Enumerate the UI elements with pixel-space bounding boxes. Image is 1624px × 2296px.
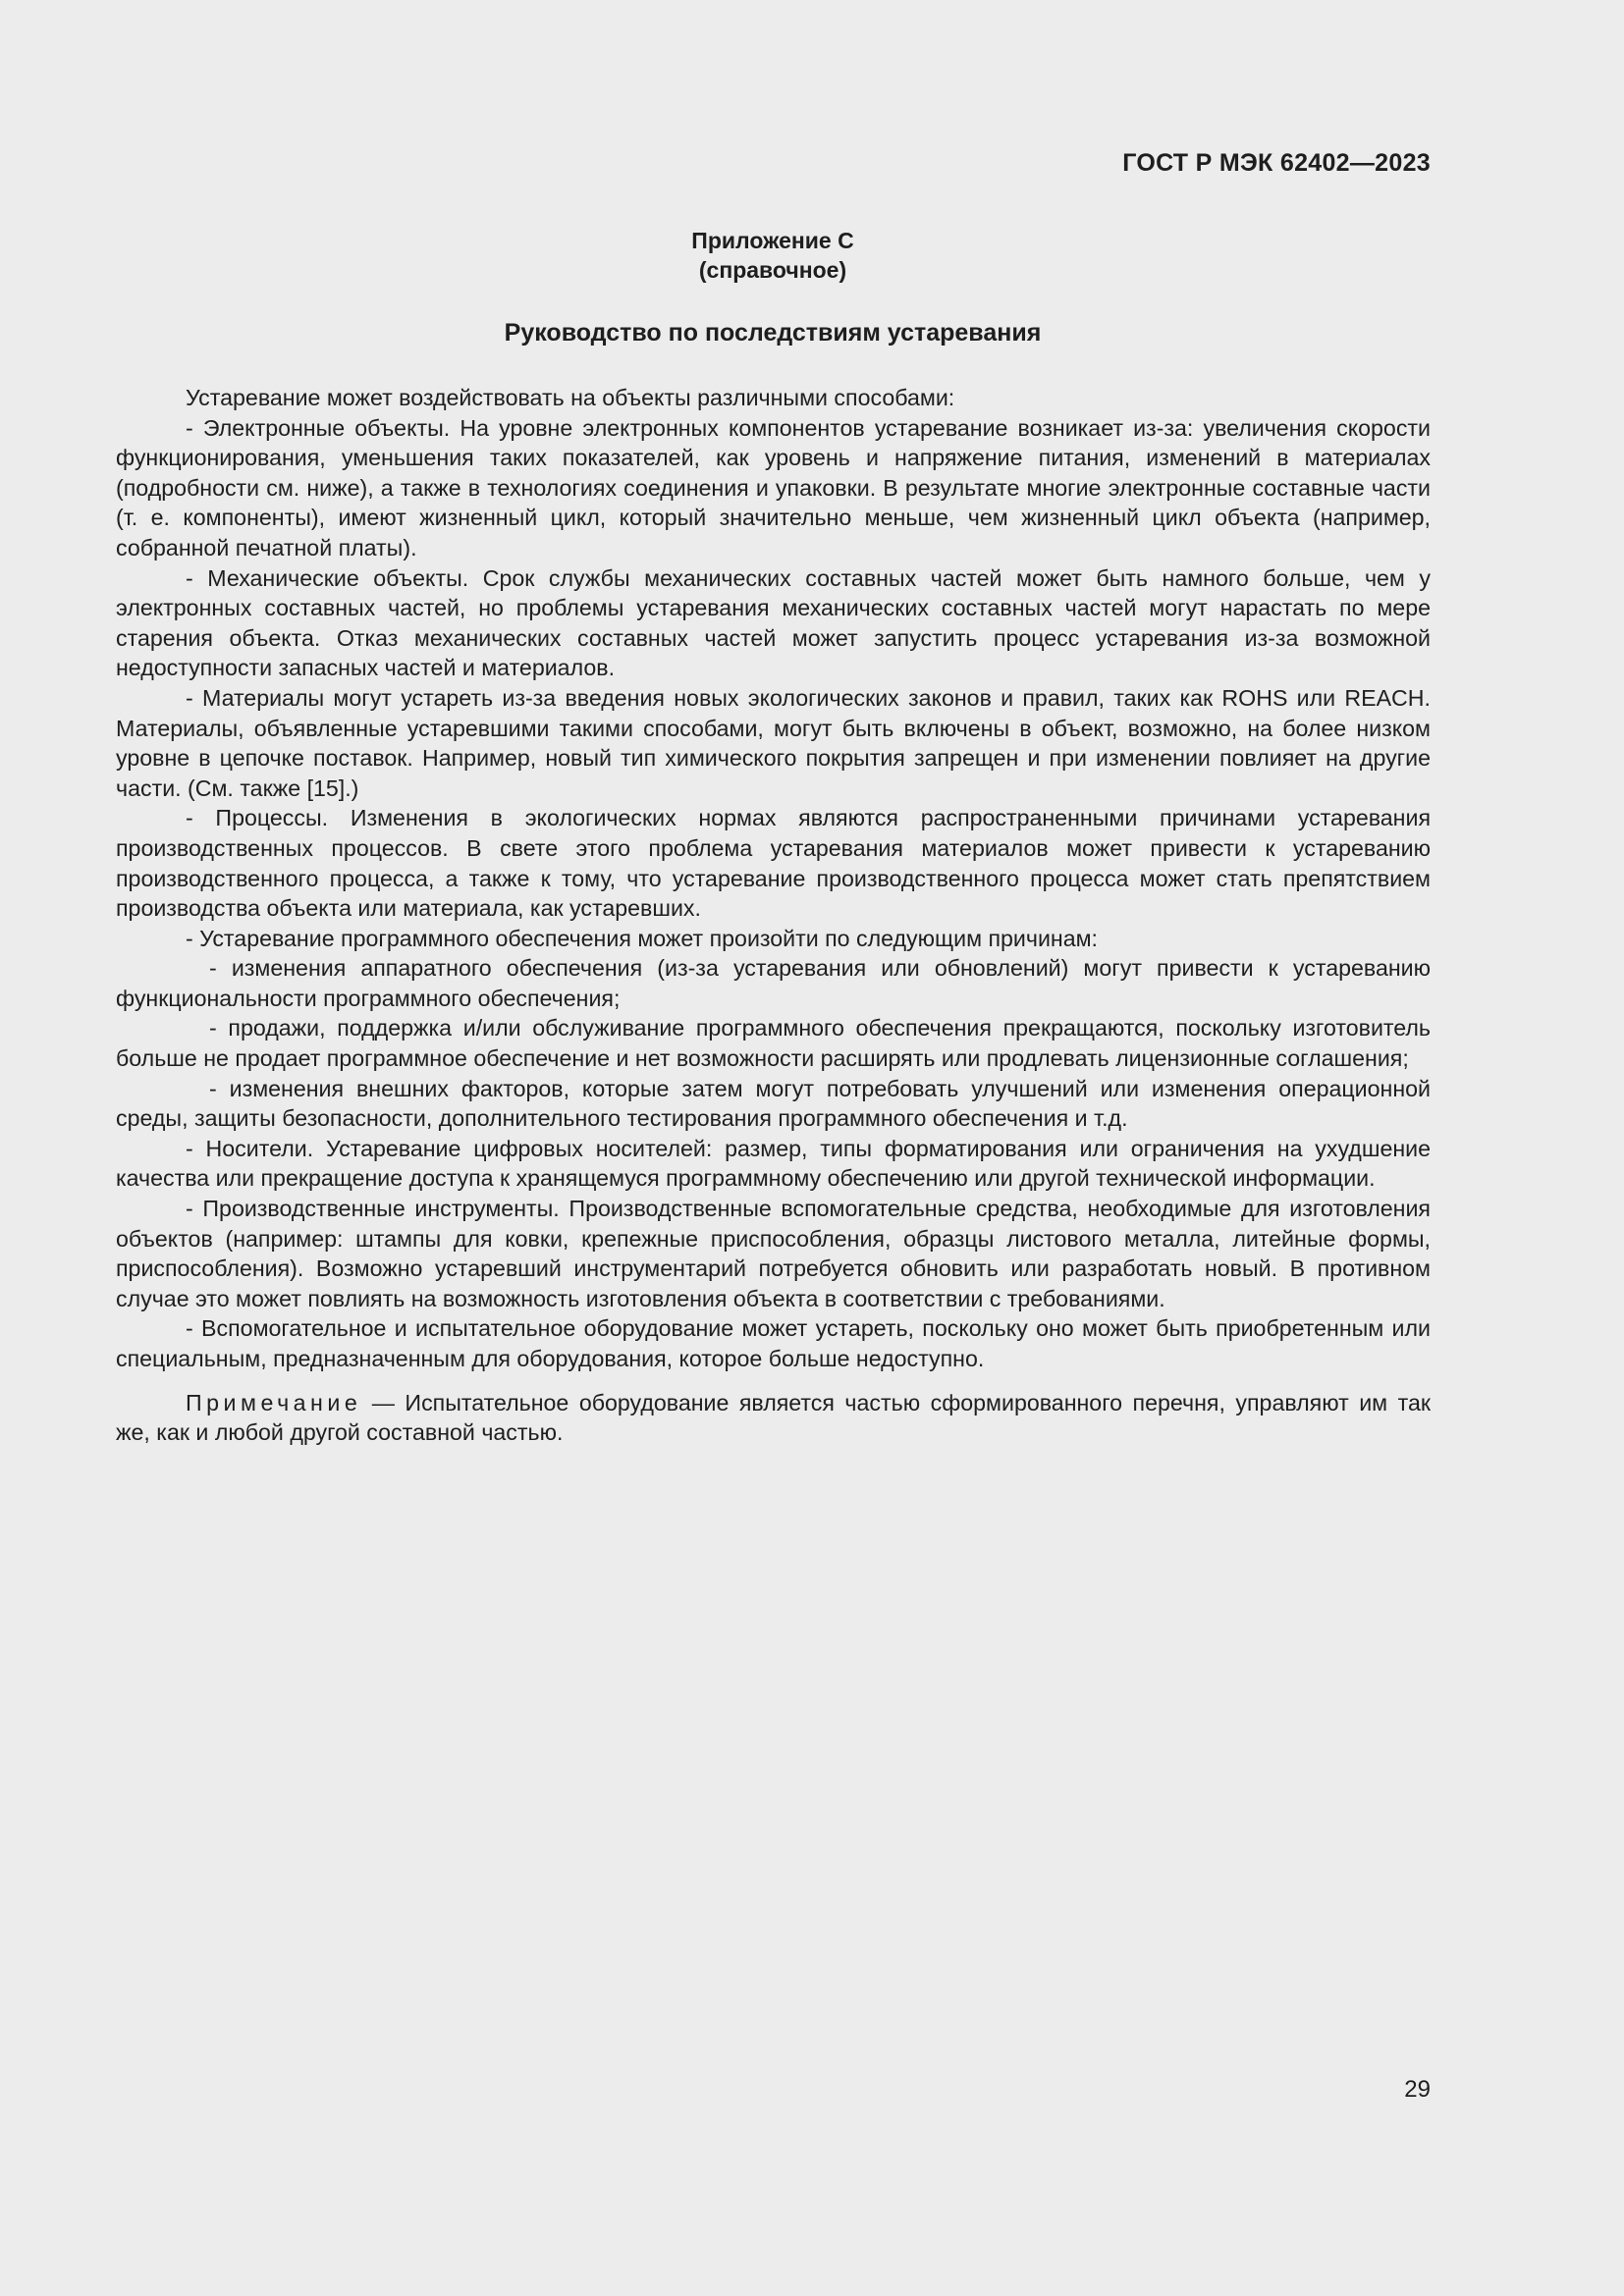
page-number: 29	[1404, 2076, 1431, 2103]
annex-subtitle: (справочное)	[698, 257, 847, 283]
section-title: Руководство по последствиям устаревания	[504, 319, 1042, 347]
annex-heading	[0, 226, 1545, 285]
list-item-media: - Носители. Устаревание цифровых носителей: размер, типы форматирования или ограничения на ухудшение качества или прекращение доступа к хранящемуся программному обеспечению или другой технической информации.	[116, 1135, 1431, 1192]
intro-paragraph: Устаревание может воздействовать на объекты различными способами:	[186, 385, 955, 410]
sub-item-external-factors: - изменения внешних факторов, которые затем могут потребовать улучшений или изменения операционной среды, защиты безопасности, дополнительного тестирования программного обеспечения и т.д.	[116, 1075, 1431, 1132]
sub-item-hardware-changes: - изменения аппаратного обеспечения (из-за устаревания или обновлений) могут привести к устареванию функциональности программного обеспечения;	[116, 955, 1431, 1011]
list-item-equipment: - Вспомогательное и испытательное оборудование может устареть, поскольку оно может быть приобретенным или специальным, предназначенным для оборудования, которое больше недоступно.	[116, 1315, 1431, 1371]
list-item-mechanical: - Механические объекты. Срок службы механических составных частей может быть намного больше, чем у электронных составных частей, но проблемы устаревания механических составных частей могут нарастать по мере старения объекта. Отказ механических составных частей может запустить процесс устаревания из-за возможной недоступности запасных частей и материалов.	[116, 564, 1431, 681]
document-body	[116, 383, 1431, 1448]
document-code: ГОСТ Р МЭК 62402—2023	[1122, 149, 1431, 177]
list-item-materials: - Материалы могут устареть из-за введения новых экологических законов и правил, таких как ROHS или REACH. Материалы, объявленные устаревшими такими способами, могут быть включены в объект, возможно, на более низком уровне в цепочке поставок. Например, новый тип химического покрытия запрещен и при изменении повлияет на другие части. (См. также [15].)	[116, 684, 1431, 801]
note-paragraph	[116, 1388, 1431, 1448]
note-text: — Испытательное оборудование является частью сформированного перечня, управляют им так же, как и любой другой составной частью.	[116, 1389, 1431, 1446]
list-item-processes: - Процессы. Изменения в экологических нормах являются распространенными причинами устаревания производственных процессов. В свете этого проблема устаревания материалов может привести к устареванию производственного процесса, а также к тому, что устаревание производственного процесса может стать препятствием производства объекта или материала, как устаревших.	[116, 805, 1431, 922]
list-item-tools: - Производственные инструменты. Производственные вспомогательные средства, необходимые для изготовления объектов (например: штампы для ковки, крепежные приспособления, образцы листового металла, литейные формы, приспособления). Возможно устаревший инструментарий потребуется обновить или разработать новый. В противном случае это может повлиять на возможность изготовления объекта в соответствии с требованиями.	[116, 1196, 1431, 1311]
list-item-software: - Устаревание программного обеспечения может произойти по следующим причинам:	[186, 925, 1098, 951]
note-label: Примечание	[186, 1389, 362, 1415]
sub-item-sales-support: - продажи, поддержка и/или обслуживание программного обеспечения прекращаются, поскольку изготовитель больше не продает программное обеспечение и нет возможности расширять или продлевать лицензионные соглашения;	[116, 1015, 1431, 1072]
annex-title: Приложение С	[691, 228, 854, 253]
list-item-electronic: - Электронные объекты. На уровне электронных компонентов устаревание возникает из-за: увеличения скорости функционирования, уменьшения таких показателей, как уровень и напряжение питания, изменений в материалах (подробности см. ниже), а также в технологиях соединения и упаковки. В результате многие электронные составные части (т. е. компоненты), имеют жизненный цикл, который значительно меньше, чем жизненный цикл объекта (например, собранной печатной платы).	[116, 414, 1431, 561]
